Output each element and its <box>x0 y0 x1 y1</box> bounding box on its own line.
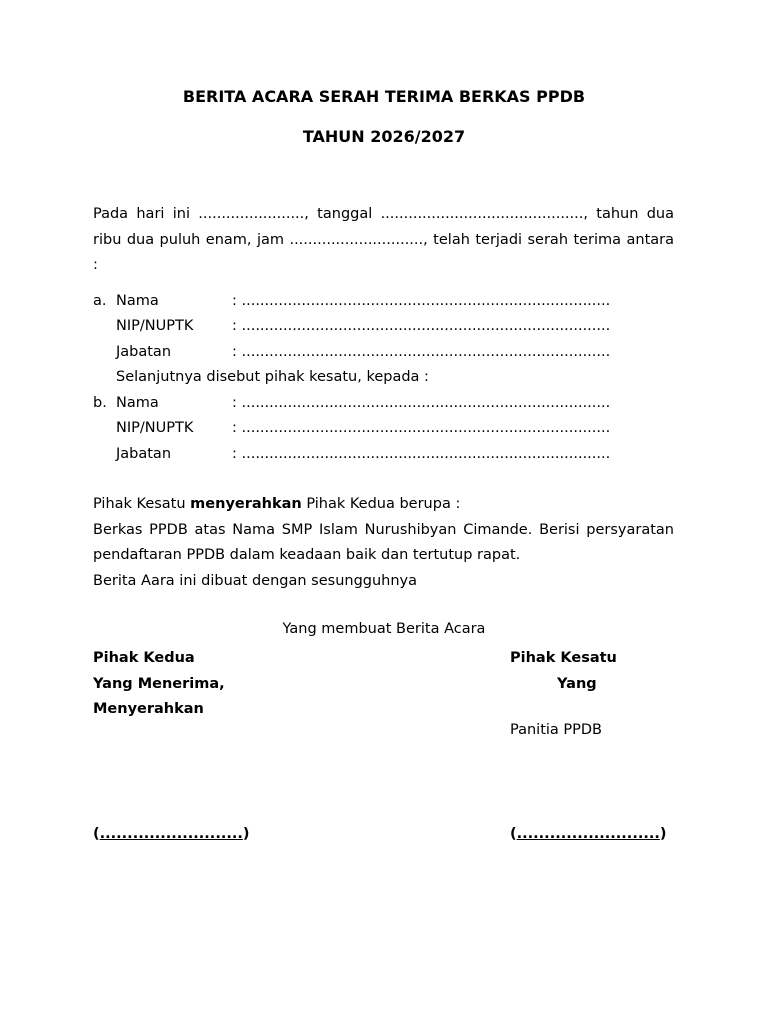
field-label: NIP/NUPTK <box>116 318 194 334</box>
signature-line-right <box>510 826 667 842</box>
signature-right-line1: Pihak Kesatu <box>510 650 617 666</box>
field-label: Nama <box>116 293 159 309</box>
signature-line-left <box>93 826 250 842</box>
field-value: : ................................................................................ <box>232 318 611 334</box>
handover-pre: Pihak Kesatu <box>93 496 191 512</box>
signature-dots: .......................... <box>516 826 660 842</box>
signature-right-block <box>510 646 617 697</box>
signature-dots: .......................... <box>99 826 243 842</box>
paren-open: ( <box>510 826 517 842</box>
field-value: : ................................................................................ <box>232 420 611 436</box>
handover-verb: menyerahkan <box>190 496 302 512</box>
field-label: Jabatan <box>116 344 172 360</box>
signature-right-line3: Panitia PPDB <box>510 722 603 738</box>
field-label: Nama <box>116 395 159 411</box>
handover-section <box>93 492 674 594</box>
party-b-marker: b. <box>93 395 107 411</box>
field-label: NIP/NUPTK <box>116 420 194 436</box>
field-label: Jabatan <box>116 446 172 462</box>
field-value: : ................................................................................ <box>232 344 611 360</box>
signature-heading: Yang membuat Berita Acara <box>282 621 486 637</box>
paren-open: ( <box>93 826 100 842</box>
handover-post: Pihak Kedua berupa : <box>301 496 461 512</box>
signature-left-block <box>93 646 225 723</box>
intro-paragraph: Pada hari ini ......................., tanggal ............................................, tahun dua ribu dua puluh enam, jam ............................., telah terjadi serah terima antara : <box>93 206 674 273</box>
paren-close: ) <box>242 826 250 842</box>
field-value: : ................................................................................ <box>232 446 611 462</box>
document-subtitle: TAHUN 2026/2027 <box>302 127 466 146</box>
signature-left-line1: Pihak Kedua <box>93 650 195 666</box>
continuation-text: Selanjutnya disebut pihak kesatu, kepada : <box>116 369 429 385</box>
field-value: : ................................................................................ <box>232 293 611 309</box>
document-title: BERITA ACARA SERAH TERIMA BERKAS PPDB <box>182 87 586 106</box>
paren-close: ) <box>659 826 667 842</box>
signature-right-line2: Yang <box>557 675 597 692</box>
handover-description: Berkas PPDB atas Nama SMP Islam Nurushibyan Cimande. Berisi persyaratan pendaftaran PPDB dalam keadaan baik dan tertutup rapat. <box>93 521 674 563</box>
party-a-marker: a. <box>93 293 107 309</box>
closing-statement: Berita Aara ini dibuat dengan sesungguhnya <box>93 572 418 589</box>
field-value: : ................................................................................ <box>232 395 611 411</box>
handover-line <box>93 492 674 518</box>
signature-left-line2: Yang Menerima, <box>93 675 225 692</box>
signature-left-line3: Menyerahkan <box>93 701 204 717</box>
